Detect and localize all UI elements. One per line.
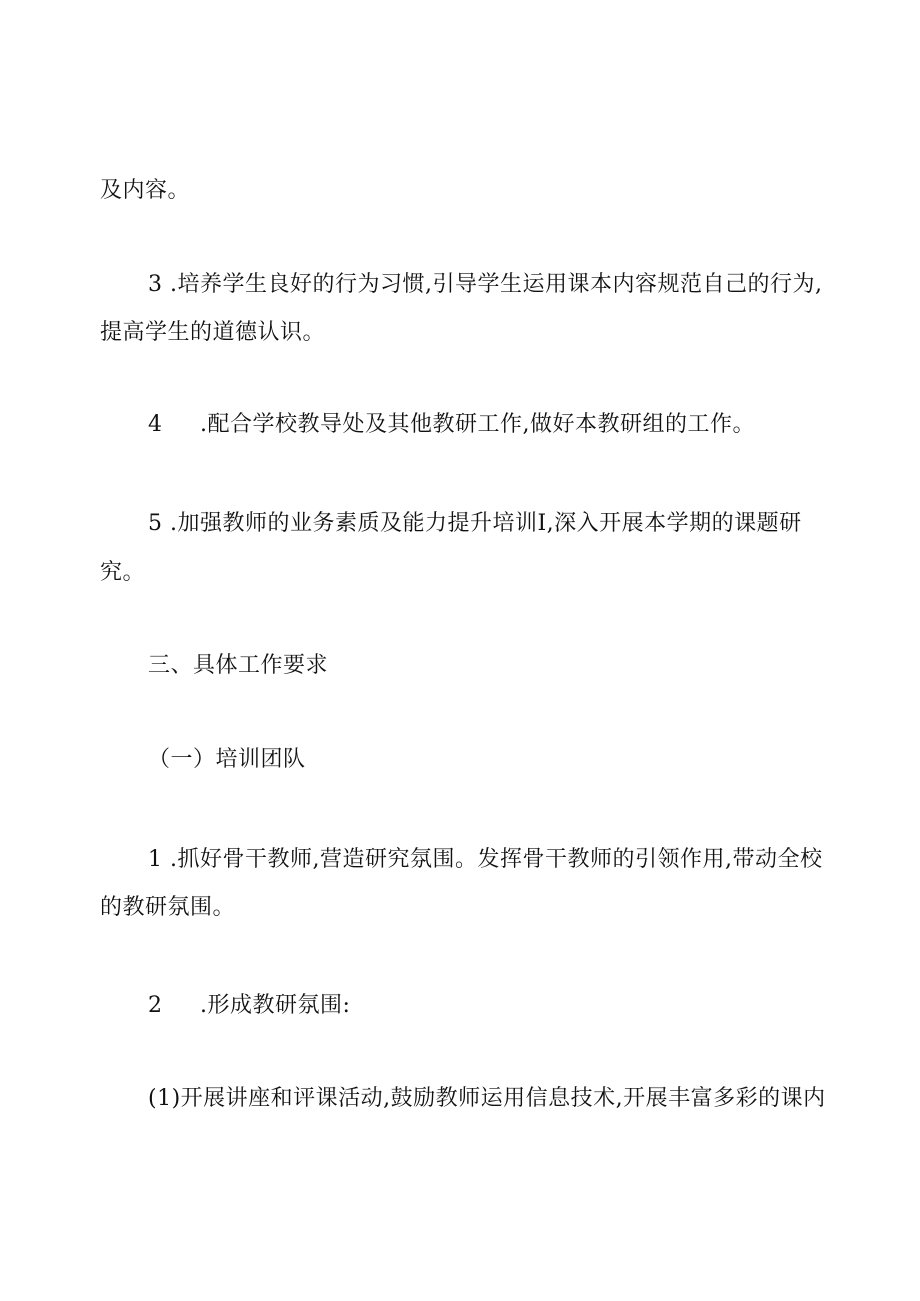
list-number: 5 [148,511,163,536]
list-number: 1 [148,847,163,872]
list-item-1-continuation [100,893,235,923]
text-line: (1)开展讲座和评课活动,鼓励教师运用信息技术,开展丰富多彩的课内 [148,1086,826,1111]
list-number: 4 [148,412,163,437]
paragraph-continuation [100,176,190,206]
text-line: .配合学校教导处及其他教研工作,做好本教研组的工作。 [200,412,755,437]
text-line: 究。 [100,560,146,585]
text-line: .抓好骨干教师,营造研究氛围。发挥骨干教师的引领作用,带动全校 [170,847,823,872]
subsection-heading [148,745,306,775]
text-line: 提高学生的道德认识。 [100,320,326,345]
text-line: .形成教研氛围: [200,993,351,1018]
text-line: .加强教师的业务素质及能力提升培训I,深入开展本学期的课题研 [170,511,802,536]
text-line: 及内容。 [100,178,191,203]
text-line: .培养学生良好的行为习惯,引导学生运用课本内容规范自己的行为, [170,272,823,297]
list-item-2 [148,991,350,1021]
list-number: 2 [148,993,163,1018]
section-heading [148,651,328,681]
list-item-5-continuation [100,558,145,588]
heading-text: 三、具体工作要求 [148,653,329,678]
heading-text: （一）培训团队 [148,747,306,772]
text-line: 的教研氛围。 [100,895,236,920]
list-item-1 [148,845,822,875]
list-number: 3 [148,272,163,297]
sub-list-item-1 [148,1084,826,1114]
list-item-5 [148,509,802,539]
list-item-3 [148,270,822,300]
list-item-3-continuation [100,318,325,348]
list-item-4 [148,410,755,440]
